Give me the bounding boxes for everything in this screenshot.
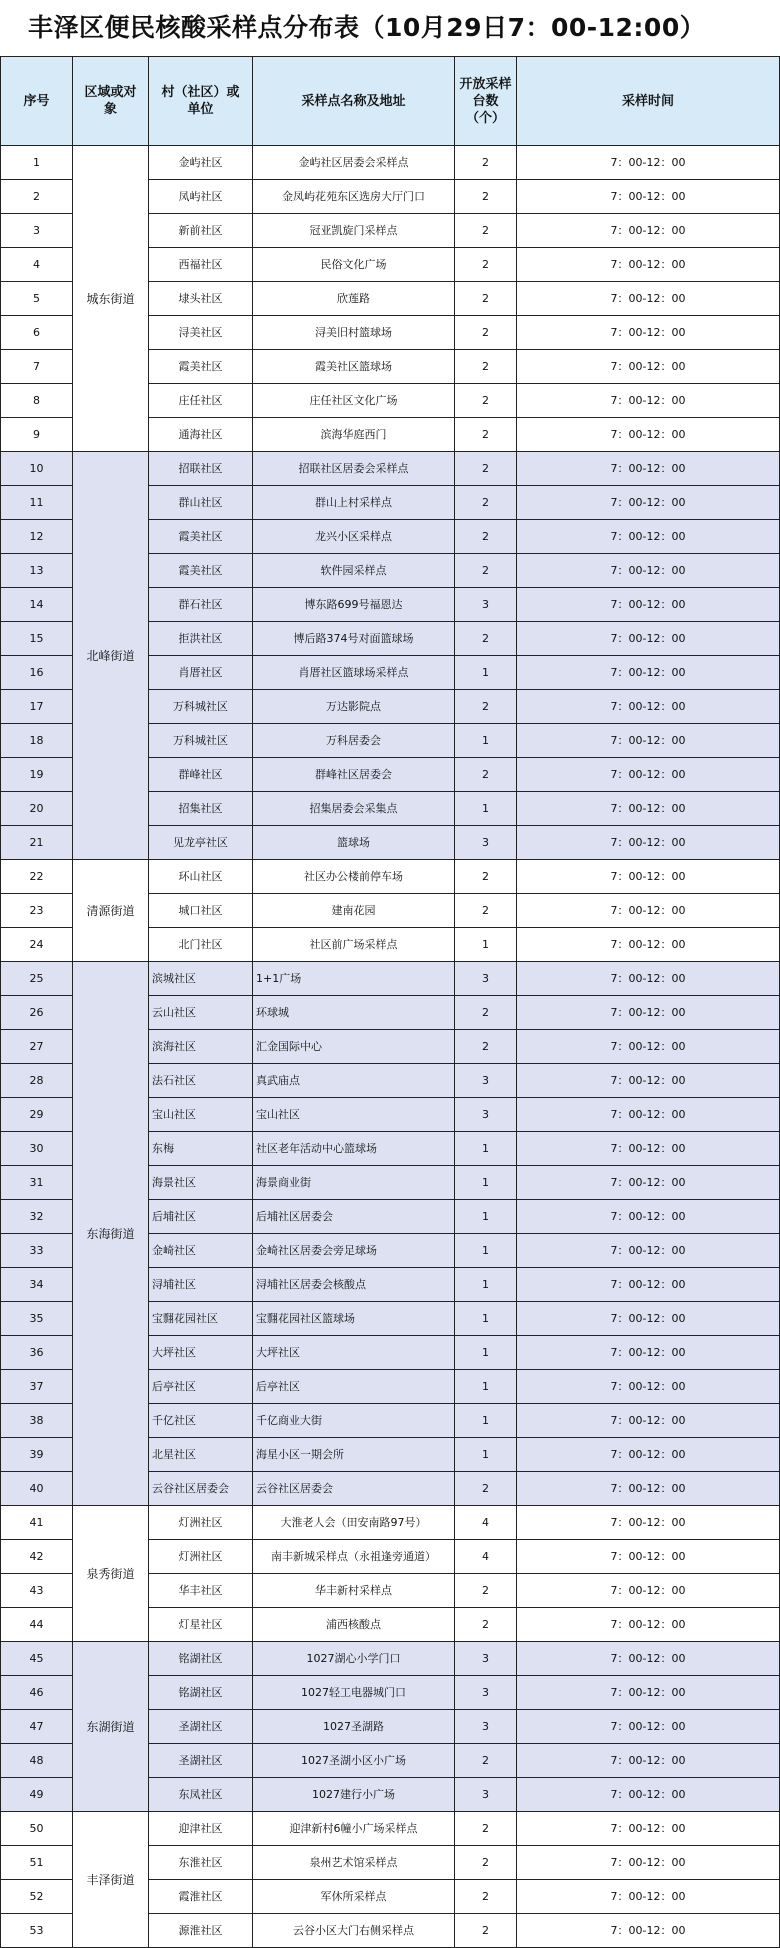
site-cell: 社区老年活动中心篮球场	[253, 1132, 455, 1166]
community-cell: 北星社区	[149, 1438, 253, 1472]
sampling-time-cell: 7：00-12：00	[517, 1676, 780, 1710]
sampling-time-cell: 7：00-12：00	[517, 146, 780, 180]
community-cell: 灯洲社区	[149, 1540, 253, 1574]
sampling-time-cell: 7：00-12：00	[517, 1778, 780, 1812]
community-cell: 铭湖社区	[149, 1676, 253, 1710]
site-cell: 金屿社区居委会采样点	[253, 146, 455, 180]
desk-count-cell: 1	[455, 1200, 517, 1234]
site-cell: 招集居委会采集点	[253, 792, 455, 826]
desk-count-cell: 2	[455, 554, 517, 588]
row-number-cell: 26	[1, 996, 73, 1030]
desk-count-cell: 2	[455, 520, 517, 554]
sampling-time-cell: 7：00-12：00	[517, 486, 780, 520]
sampling-time-cell: 7：00-12：00	[517, 1030, 780, 1064]
row-number-cell: 5	[1, 282, 73, 316]
sampling-time-cell: 7：00-12：00	[517, 1472, 780, 1506]
sampling-time-cell: 7：00-12：00	[517, 1098, 780, 1132]
community-cell: 霞美社区	[149, 554, 253, 588]
row-number-cell: 48	[1, 1744, 73, 1778]
community-cell: 霞淮社区	[149, 1880, 253, 1914]
area-cell: 泉秀街道	[73, 1506, 149, 1642]
site-cell: 龙兴小区采样点	[253, 520, 455, 554]
desk-count-cell: 3	[455, 1676, 517, 1710]
sampling-time-cell: 7：00-12：00	[517, 1166, 780, 1200]
desk-count-cell: 1	[455, 656, 517, 690]
site-cell: 群峰社区居委会	[253, 758, 455, 792]
desk-count-cell: 3	[455, 1642, 517, 1676]
community-cell: 招联社区	[149, 452, 253, 486]
desk-count-cell: 2	[455, 146, 517, 180]
row-number-cell: 27	[1, 1030, 73, 1064]
desk-count-cell: 1	[455, 1438, 517, 1472]
row-number-cell: 4	[1, 248, 73, 282]
row-number-cell: 36	[1, 1336, 73, 1370]
community-cell: 云山社区	[149, 996, 253, 1030]
row-number-cell: 51	[1, 1846, 73, 1880]
row-number-cell: 23	[1, 894, 73, 928]
desk-count-cell: 3	[455, 1064, 517, 1098]
sampling-time-cell: 7：00-12：00	[517, 1064, 780, 1098]
desk-count-cell: 1	[455, 1166, 517, 1200]
desk-count-cell: 2	[455, 690, 517, 724]
row-number-cell: 17	[1, 690, 73, 724]
desk-count-cell: 4	[455, 1506, 517, 1540]
row-number-cell: 46	[1, 1676, 73, 1710]
row-number-cell: 13	[1, 554, 73, 588]
desk-count-cell: 1	[455, 1336, 517, 1370]
row-number-cell: 44	[1, 1608, 73, 1642]
sampling-time-cell: 7：00-12：00	[517, 792, 780, 826]
site-cell: 群山上村采样点	[253, 486, 455, 520]
page-title: 丰泽区便民核酸采样点分布表（10月29日7：00-12:00）	[28, 13, 706, 42]
desk-count-cell: 1	[455, 928, 517, 962]
desk-count-cell: 1	[455, 724, 517, 758]
sampling-time-cell: 7：00-12：00	[517, 588, 780, 622]
site-cell: 金崎社区居委会旁足球场	[253, 1234, 455, 1268]
site-cell: 1027轻工电器城门口	[253, 1676, 455, 1710]
sampling-time-cell: 7：00-12：00	[517, 1880, 780, 1914]
sampling-time-cell: 7：00-12：00	[517, 1370, 780, 1404]
row-number-cell: 20	[1, 792, 73, 826]
table-row	[1, 146, 780, 180]
community-cell: 环山社区	[149, 860, 253, 894]
sampling-time-cell: 7：00-12：00	[517, 1404, 780, 1438]
community-cell: 北门社区	[149, 928, 253, 962]
community-cell: 金崎社区	[149, 1234, 253, 1268]
desk-count-cell: 2	[455, 1472, 517, 1506]
community-cell: 金屿社区	[149, 146, 253, 180]
community-cell: 通海社区	[149, 418, 253, 452]
row-number-cell: 11	[1, 486, 73, 520]
site-cell: 浦西核酸点	[253, 1608, 455, 1642]
sampling-time-cell: 7：00-12：00	[517, 1132, 780, 1166]
site-cell: 博后路374号对面篮球场	[253, 622, 455, 656]
sampling-time-cell: 7：00-12：00	[517, 1302, 780, 1336]
sampling-time-cell: 7：00-12：00	[517, 894, 780, 928]
row-number-cell: 12	[1, 520, 73, 554]
sampling-time-cell: 7：00-12：00	[517, 1744, 780, 1778]
site-cell: 欣莲路	[253, 282, 455, 316]
site-cell: 1027建行小广场	[253, 1778, 455, 1812]
row-number-cell: 30	[1, 1132, 73, 1166]
row-number-cell: 18	[1, 724, 73, 758]
community-cell: 东淮社区	[149, 1846, 253, 1880]
community-cell: 华丰社区	[149, 1574, 253, 1608]
community-cell: 海景社区	[149, 1166, 253, 1200]
site-cell: 真武庙点	[253, 1064, 455, 1098]
sampling-time-cell: 7：00-12：00	[517, 1506, 780, 1540]
sampling-time-cell: 7：00-12：00	[517, 418, 780, 452]
header-community: 村（社区）或单位	[149, 57, 253, 146]
row-number-cell: 47	[1, 1710, 73, 1744]
community-cell: 千亿社区	[149, 1404, 253, 1438]
sampling-time-cell: 7：00-12：00	[517, 1914, 780, 1948]
row-number-cell: 41	[1, 1506, 73, 1540]
community-cell: 圣湖社区	[149, 1710, 253, 1744]
community-cell: 宝翲花园社区	[149, 1302, 253, 1336]
community-cell: 霞美社区	[149, 520, 253, 554]
community-cell: 新前社区	[149, 214, 253, 248]
community-cell: 庄任社区	[149, 384, 253, 418]
desk-count-cell: 1	[455, 1234, 517, 1268]
table-body	[1, 146, 780, 1948]
desk-count-cell: 3	[455, 826, 517, 860]
desk-count-cell: 2	[455, 350, 517, 384]
desk-count-cell: 2	[455, 384, 517, 418]
site-cell: 后埔社区居委会	[253, 1200, 455, 1234]
community-cell: 招集社区	[149, 792, 253, 826]
sampling-time-cell: 7：00-12：00	[517, 520, 780, 554]
table-row	[1, 1642, 780, 1676]
site-cell: 滨海华庭西门	[253, 418, 455, 452]
row-number-cell: 39	[1, 1438, 73, 1472]
desk-count-cell: 2	[455, 1744, 517, 1778]
desk-count-cell: 2	[455, 622, 517, 656]
desk-count-cell: 2	[455, 248, 517, 282]
row-number-cell: 22	[1, 860, 73, 894]
site-cell: 浔埔社区居委会核酸点	[253, 1268, 455, 1302]
row-number-cell: 3	[1, 214, 73, 248]
desk-count-cell: 2	[455, 486, 517, 520]
desk-count-cell: 2	[455, 1574, 517, 1608]
desk-count-cell: 3	[455, 588, 517, 622]
row-number-cell: 32	[1, 1200, 73, 1234]
row-number-cell: 45	[1, 1642, 73, 1676]
header-no: 序号	[1, 57, 73, 146]
community-cell: 城口社区	[149, 894, 253, 928]
community-cell: 圣湖社区	[149, 1744, 253, 1778]
site-cell: 华丰新村采样点	[253, 1574, 455, 1608]
community-cell: 后埔社区	[149, 1200, 253, 1234]
sampling-site-table	[0, 56, 780, 1948]
desk-count-cell: 2	[455, 1880, 517, 1914]
area-cell: 清源街道	[73, 860, 149, 962]
row-number-cell: 40	[1, 1472, 73, 1506]
row-number-cell: 6	[1, 316, 73, 350]
site-cell: 肖厝社区篮球场采样点	[253, 656, 455, 690]
site-cell: 海星小区一期会所	[253, 1438, 455, 1472]
sampling-time-cell: 7：00-12：00	[517, 622, 780, 656]
site-cell: 社区办公楼前停车场	[253, 860, 455, 894]
site-cell: 泉州艺术馆采样点	[253, 1846, 455, 1880]
area-cell: 丰泽街道	[73, 1812, 149, 1948]
row-number-cell: 33	[1, 1234, 73, 1268]
row-number-cell: 19	[1, 758, 73, 792]
desk-count-cell: 3	[455, 1778, 517, 1812]
community-cell: 群石社区	[149, 588, 253, 622]
site-cell: 冠亚凯旋门采样点	[253, 214, 455, 248]
site-cell: 社区前广场采样点	[253, 928, 455, 962]
community-cell: 铭湖社区	[149, 1642, 253, 1676]
row-number-cell: 24	[1, 928, 73, 962]
desk-count-cell: 3	[455, 1710, 517, 1744]
row-number-cell: 29	[1, 1098, 73, 1132]
community-cell: 拒洪社区	[149, 622, 253, 656]
site-cell: 千亿商业大街	[253, 1404, 455, 1438]
sampling-time-cell: 7：00-12：00	[517, 1812, 780, 1846]
row-number-cell: 25	[1, 962, 73, 996]
site-cell: 海景商业街	[253, 1166, 455, 1200]
desk-count-cell: 2	[455, 1608, 517, 1642]
desk-count-cell: 1	[455, 1370, 517, 1404]
community-cell: 东凤社区	[149, 1778, 253, 1812]
sampling-time-cell: 7：00-12：00	[517, 452, 780, 486]
sampling-time-cell: 7：00-12：00	[517, 384, 780, 418]
desk-count-cell: 2	[455, 860, 517, 894]
community-cell: 凤屿社区	[149, 180, 253, 214]
site-cell: 云谷社区居委会	[253, 1472, 455, 1506]
sampling-time-cell: 7：00-12：00	[517, 656, 780, 690]
community-cell: 后亭社区	[149, 1370, 253, 1404]
site-cell: 宝翲花园社区篮球场	[253, 1302, 455, 1336]
sampling-time-cell: 7：00-12：00	[517, 554, 780, 588]
sampling-time-cell: 7：00-12：00	[517, 962, 780, 996]
site-cell: 后亭社区	[253, 1370, 455, 1404]
row-number-cell: 21	[1, 826, 73, 860]
row-number-cell: 16	[1, 656, 73, 690]
area-cell: 北峰街道	[73, 452, 149, 860]
row-number-cell: 9	[1, 418, 73, 452]
desk-count-cell: 2	[455, 316, 517, 350]
sampling-time-cell: 7：00-12：00	[517, 996, 780, 1030]
site-cell: 万达影院点	[253, 690, 455, 724]
community-cell: 万科城社区	[149, 690, 253, 724]
row-number-cell: 34	[1, 1268, 73, 1302]
community-cell: 云谷社区居委会	[149, 1472, 253, 1506]
header-time: 采样时间	[517, 57, 780, 146]
desk-count-cell: 2	[455, 282, 517, 316]
sampling-time-cell: 7：00-12：00	[517, 690, 780, 724]
row-number-cell: 1	[1, 146, 73, 180]
row-number-cell: 31	[1, 1166, 73, 1200]
community-cell: 大坪社区	[149, 1336, 253, 1370]
area-cell: 东湖街道	[73, 1642, 149, 1812]
row-number-cell: 53	[1, 1914, 73, 1948]
row-number-cell: 35	[1, 1302, 73, 1336]
row-number-cell: 50	[1, 1812, 73, 1846]
sampling-time-cell: 7：00-12：00	[517, 350, 780, 384]
site-cell: 万科居委会	[253, 724, 455, 758]
sampling-time-cell: 7：00-12：00	[517, 1336, 780, 1370]
header-site: 采样点名称及地址	[253, 57, 455, 146]
sampling-time-cell: 7：00-12：00	[517, 180, 780, 214]
sampling-time-cell: 7：00-12：00	[517, 724, 780, 758]
sampling-time-cell: 7：00-12：00	[517, 1200, 780, 1234]
row-number-cell: 8	[1, 384, 73, 418]
row-number-cell: 49	[1, 1778, 73, 1812]
sampling-time-cell: 7：00-12：00	[517, 1438, 780, 1472]
sampling-time-cell: 7：00-12：00	[517, 248, 780, 282]
site-cell: 招联社区居委会采样点	[253, 452, 455, 486]
area-cell: 东海街道	[73, 962, 149, 1506]
row-number-cell: 37	[1, 1370, 73, 1404]
site-cell: 霞美社区篮球场	[253, 350, 455, 384]
site-cell: 篮球场	[253, 826, 455, 860]
site-cell: 1+1广场	[253, 962, 455, 996]
desk-count-cell: 1	[455, 1302, 517, 1336]
site-cell: 软件园采样点	[253, 554, 455, 588]
sampling-time-cell: 7：00-12：00	[517, 860, 780, 894]
row-number-cell: 38	[1, 1404, 73, 1438]
sampling-time-cell: 7：00-12：00	[517, 758, 780, 792]
desk-count-cell: 1	[455, 1132, 517, 1166]
community-cell: 迎津社区	[149, 1812, 253, 1846]
desk-count-cell: 2	[455, 758, 517, 792]
community-cell: 西福社区	[149, 248, 253, 282]
site-cell: 金凤屿花苑东区选房大厅门口	[253, 180, 455, 214]
sampling-time-cell: 7：00-12：00	[517, 1710, 780, 1744]
sampling-time-cell: 7：00-12：00	[517, 1268, 780, 1302]
row-number-cell: 10	[1, 452, 73, 486]
row-number-cell: 43	[1, 1574, 73, 1608]
table-row	[1, 1506, 780, 1540]
community-cell: 见龙亭社区	[149, 826, 253, 860]
table-row	[1, 1812, 780, 1846]
table-row	[1, 452, 780, 486]
row-number-cell: 15	[1, 622, 73, 656]
community-cell: 滨海社区	[149, 1030, 253, 1064]
site-cell: 环球城	[253, 996, 455, 1030]
community-cell: 浔美社区	[149, 316, 253, 350]
site-cell: 云谷小区大门右侧采样点	[253, 1914, 455, 1948]
community-cell: 滨城社区	[149, 962, 253, 996]
area-cell: 城东街道	[73, 146, 149, 452]
community-cell: 霞美社区	[149, 350, 253, 384]
sampling-time-cell: 7：00-12：00	[517, 826, 780, 860]
desk-count-cell: 3	[455, 962, 517, 996]
row-number-cell: 52	[1, 1880, 73, 1914]
site-cell: 1027湖心小学门口	[253, 1642, 455, 1676]
community-cell: 灯星社区	[149, 1608, 253, 1642]
desk-count-cell: 2	[455, 418, 517, 452]
desk-count-cell: 1	[455, 1268, 517, 1302]
sampling-time-cell: 7：00-12：00	[517, 316, 780, 350]
community-cell: 群山社区	[149, 486, 253, 520]
community-cell: 法石社区	[149, 1064, 253, 1098]
table-row	[1, 962, 780, 996]
row-number-cell: 7	[1, 350, 73, 384]
community-cell: 群峰社区	[149, 758, 253, 792]
desk-count-cell: 1	[455, 792, 517, 826]
desk-count-cell: 2	[455, 996, 517, 1030]
site-cell: 1027圣湖小区小广场	[253, 1744, 455, 1778]
row-number-cell: 28	[1, 1064, 73, 1098]
community-cell: 灯洲社区	[149, 1506, 253, 1540]
community-cell: 宝山社区	[149, 1098, 253, 1132]
table-header	[1, 57, 780, 146]
sampling-time-cell: 7：00-12：00	[517, 214, 780, 248]
desk-count-cell: 3	[455, 1098, 517, 1132]
community-cell: 万科城社区	[149, 724, 253, 758]
site-cell: 汇金国际中心	[253, 1030, 455, 1064]
sampling-time-cell: 7：00-12：00	[517, 1540, 780, 1574]
sampling-time-cell: 7：00-12：00	[517, 1846, 780, 1880]
site-cell: 浔美旧村篮球场	[253, 316, 455, 350]
desk-count-cell: 2	[455, 214, 517, 248]
sampling-time-cell: 7：00-12：00	[517, 1608, 780, 1642]
site-cell: 博东路699号福恩达	[253, 588, 455, 622]
site-cell: 军休所采样点	[253, 1880, 455, 1914]
desk-count-cell: 1	[455, 1404, 517, 1438]
header-desks: 开放采样台数（个）	[455, 57, 517, 146]
table-row	[1, 860, 780, 894]
site-cell: 南丰新城采样点（永祖逢旁通道）	[253, 1540, 455, 1574]
sampling-time-cell: 7：00-12：00	[517, 1642, 780, 1676]
row-number-cell: 2	[1, 180, 73, 214]
sampling-time-cell: 7：00-12：00	[517, 282, 780, 316]
site-cell: 民俗文化广场	[253, 248, 455, 282]
site-cell: 大坪社区	[253, 1336, 455, 1370]
site-cell: 建南花园	[253, 894, 455, 928]
desk-count-cell: 2	[455, 1914, 517, 1948]
desk-count-cell: 2	[455, 894, 517, 928]
sampling-time-cell: 7：00-12：00	[517, 1574, 780, 1608]
desk-count-cell: 2	[455, 1812, 517, 1846]
row-number-cell: 42	[1, 1540, 73, 1574]
desk-count-cell: 2	[455, 180, 517, 214]
community-cell: 浔埔社区	[149, 1268, 253, 1302]
community-cell: 肖厝社区	[149, 656, 253, 690]
row-number-cell: 14	[1, 588, 73, 622]
desk-count-cell: 4	[455, 1540, 517, 1574]
site-cell: 大淮老人会（田安南路97号）	[253, 1506, 455, 1540]
header-area: 区域或对象	[73, 57, 149, 146]
desk-count-cell: 2	[455, 452, 517, 486]
community-cell: 埭头社区	[149, 282, 253, 316]
site-cell: 迎津新村6幢小广场采样点	[253, 1812, 455, 1846]
site-cell: 庄任社区文化广场	[253, 384, 455, 418]
community-cell: 东梅	[149, 1132, 253, 1166]
sampling-time-cell: 7：00-12：00	[517, 928, 780, 962]
site-cell: 宝山社区	[253, 1098, 455, 1132]
desk-count-cell: 2	[455, 1846, 517, 1880]
site-cell: 1027圣湖路	[253, 1710, 455, 1744]
sampling-time-cell: 7：00-12：00	[517, 1234, 780, 1268]
community-cell: 源淮社区	[149, 1914, 253, 1948]
desk-count-cell: 2	[455, 1030, 517, 1064]
